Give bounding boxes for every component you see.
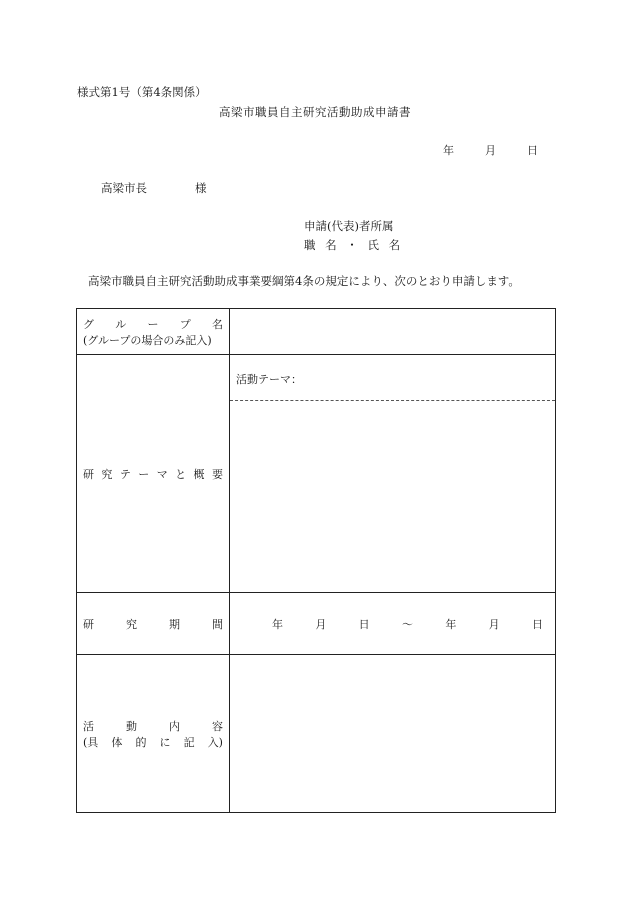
applicant-affiliation-label: 申請(代表)者所属: [304, 219, 394, 233]
group-name-field[interactable]: [230, 309, 556, 355]
theme-label-cell: [77, 355, 230, 593]
application-table: [76, 308, 556, 813]
activity-content-label: [83, 718, 229, 734]
activity-note-char-1: 体: [111, 735, 123, 749]
group-label-char-4: 名: [212, 317, 223, 331]
research-period-label: [83, 616, 229, 632]
theme-label-char-5: と: [175, 467, 187, 481]
period-label-char-1: 究: [126, 617, 137, 631]
addressee: [101, 180, 207, 196]
group-label-cell: [77, 309, 230, 355]
period-value-0: 年: [272, 617, 283, 631]
theme-label-char-1: 究: [101, 467, 113, 481]
group-label-char-1: ル: [115, 317, 127, 331]
period-label-char-2: 期: [169, 617, 180, 631]
group-name-label: [83, 316, 229, 332]
period-label-char-3: 間: [212, 617, 223, 631]
theme-label-char-0: 研: [83, 467, 94, 481]
group-name-note: (グループの場合のみ記入): [83, 333, 212, 347]
group-label-char-2: ー: [147, 317, 159, 331]
group-label-char-3: プ: [179, 317, 191, 331]
activity-note-char-0: (具: [83, 735, 99, 749]
theme-label-char-7: 要: [211, 467, 223, 481]
period-value-2: 日: [358, 617, 370, 631]
activity-note-char-4: 記: [183, 735, 195, 749]
period-label-cell: [77, 593, 230, 655]
theme-label-char-6: 概: [193, 467, 205, 481]
date-month-label: 月: [485, 144, 496, 157]
research-period-field[interactable]: [230, 593, 556, 655]
period-value-5: 月: [488, 617, 500, 631]
form-number: 様式第1号（第4条関係）: [77, 85, 207, 99]
activity-label-char-1: 動: [126, 719, 137, 733]
date-year-label: 年: [443, 144, 454, 157]
addressee-name: 高梁市長: [101, 181, 147, 195]
period-values: [230, 616, 555, 632]
activity-label-char-3: 容: [212, 719, 223, 733]
activity-row: [77, 655, 556, 813]
group-row: [77, 309, 556, 355]
activity-content-field[interactable]: [230, 655, 556, 813]
activity-label-char-0: 活: [83, 719, 94, 733]
activity-theme-label: 活動テーマ：: [236, 373, 302, 386]
activity-note-char-5: 入): [207, 735, 223, 749]
group-label-char-0: グ: [83, 317, 94, 331]
intro-text: 高梁市職員自主研究活動助成事業要綱第4条の規定により、次のとおり申請します。: [88, 274, 520, 288]
activity-label-cell: [77, 655, 230, 813]
period-row: [77, 593, 556, 655]
activity-label-char-2: 内: [169, 719, 180, 733]
period-label-char-0: 研: [83, 617, 94, 631]
theme-label-char-3: ー: [138, 467, 150, 481]
document-title: 高梁市職員自主研究活動助成申請書: [219, 105, 411, 119]
theme-label-char-4: マ: [156, 467, 168, 481]
period-value-6: 日: [531, 617, 543, 631]
period-value-1: 月: [315, 617, 327, 631]
activity-note-char-3: に: [159, 735, 171, 749]
theme-row: [77, 355, 556, 593]
theme-summary-label: [83, 466, 229, 482]
theme-label-char-2: テ: [119, 467, 131, 481]
activity-note-char-2: 的: [135, 735, 147, 749]
date-line: [443, 142, 538, 158]
date-day-label: 日: [527, 144, 538, 157]
period-value-3: ～: [401, 617, 413, 631]
addressee-honorific: 様: [195, 181, 207, 195]
theme-divider: [230, 400, 555, 401]
applicant-name-label: 職 名 ・ 氏 名: [304, 238, 404, 252]
activity-content-note: [83, 734, 229, 750]
period-value-4: 年: [445, 617, 457, 631]
theme-field[interactable]: [230, 355, 556, 593]
